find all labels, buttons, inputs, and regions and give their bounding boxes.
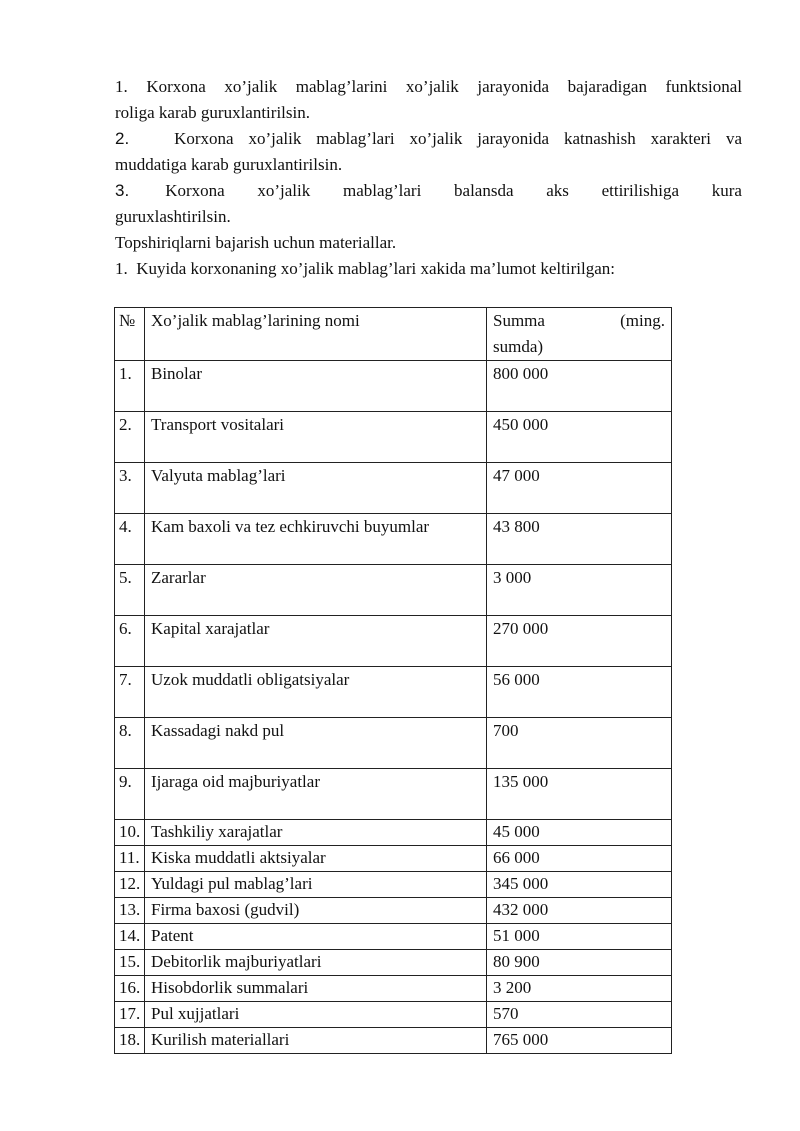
cell-name: Firma baxosi (gudvil) — [145, 898, 487, 924]
cell-name: Ijaraga oid majburiyatlar — [145, 769, 487, 820]
cell-sum: 45 000 — [487, 820, 672, 846]
cell-name: Kiska muddatli aktsiyalar — [145, 846, 487, 872]
cell-name: Kapital xarajatlar — [145, 616, 487, 667]
task-2-line2: muddatiga karab guruxlantirilsin. — [115, 155, 343, 174]
task-list — [115, 74, 742, 282]
header-name: Xo’jalik mablag’larining nomi — [145, 308, 487, 361]
task-2-line1 — [115, 126, 742, 152]
cell-no: 3. — [115, 463, 145, 514]
cell-no: 18. — [115, 1028, 145, 1054]
table-row — [115, 769, 672, 820]
table-row — [115, 463, 672, 514]
cell-sum: 47 000 — [487, 463, 672, 514]
task-1-line2: roliga karab guruxlantirilsin. — [115, 103, 310, 122]
task-3-number: 3. Korxona — [115, 181, 225, 200]
cell-name: Binolar — [145, 361, 487, 412]
cell-no: 10. — [115, 820, 145, 846]
cell-no: 8. — [115, 718, 145, 769]
table-row — [115, 846, 672, 872]
cell-sum: 3 200 — [487, 976, 672, 1002]
cell-sum: 570 — [487, 1002, 672, 1028]
task-3-word: xo’jalik — [257, 181, 311, 200]
intro-number: 1. — [115, 259, 128, 278]
cell-sum: 700 — [487, 718, 672, 769]
header-sum-part2: (ming. — [620, 311, 665, 330]
cell-name: Patent — [145, 924, 487, 950]
task-1-line1 — [115, 74, 742, 100]
cell-name: Kam baxoli va tez echkiruvchi buyumlar — [145, 514, 487, 565]
cell-no: 7. — [115, 667, 145, 718]
cell-sum: 432 000 — [487, 898, 672, 924]
task-3-word: aks — [546, 181, 569, 200]
task-3-word: kura — [711, 181, 742, 200]
table-row — [115, 1002, 672, 1028]
header-sum-part1: Summa — [493, 311, 545, 330]
table-row — [115, 361, 672, 412]
cell-name: Valyuta mablag’lari — [145, 463, 487, 514]
cell-no: 15. — [115, 950, 145, 976]
cell-sum: 56 000 — [487, 667, 672, 718]
task-3-word: ettirilishiga — [601, 181, 680, 200]
header-sum — [487, 308, 672, 361]
cell-name: Pul xujjatlari — [145, 1002, 487, 1028]
cell-no: 5. — [115, 565, 145, 616]
cell-no: 12. — [115, 872, 145, 898]
cell-name: Yuldagi pul mablag’lari — [145, 872, 487, 898]
table-row — [115, 820, 672, 846]
table-header-row — [115, 308, 672, 361]
cell-sum: 765 000 — [487, 1028, 672, 1054]
cell-name: Zararlar — [145, 565, 487, 616]
task-1-text: Korxona xo’jalik mablag’larini xo’jalik jarayonida bajaradigan funktsional — [146, 77, 742, 96]
task-2-text: Korxona xo’jalik mablag’lari xo’jalik jarayonida katnashish xarakteri va — [174, 129, 742, 148]
cell-no: 6. — [115, 616, 145, 667]
table-row — [115, 898, 672, 924]
cell-no: 11. — [115, 846, 145, 872]
table-row — [115, 616, 672, 667]
task-3-line2: guruxlashtirilsin. — [115, 207, 231, 226]
cell-no: 16. — [115, 976, 145, 1002]
cell-no: 2. — [115, 412, 145, 463]
intro-text: Kuyida korxonaning xo’jalik mablag’lari xakida ma’lumot keltirilgan: — [136, 259, 615, 278]
cell-no: 14. — [115, 924, 145, 950]
table-row — [115, 950, 672, 976]
cell-sum: 66 000 — [487, 846, 672, 872]
cell-name: Debitorlik majburiyatlari — [145, 950, 487, 976]
cell-sum: 80 900 — [487, 950, 672, 976]
cell-sum: 43 800 — [487, 514, 672, 565]
cell-sum: 345 000 — [487, 872, 672, 898]
cell-name: Kassadagi nakd pul — [145, 718, 487, 769]
table-row — [115, 565, 672, 616]
header-no: № — [115, 308, 145, 361]
cell-no: 9. — [115, 769, 145, 820]
cell-no: 17. — [115, 1002, 145, 1028]
cell-sum: 51 000 — [487, 924, 672, 950]
cell-name: Tashkiliy xarajatlar — [145, 820, 487, 846]
task-1-number: 1. — [115, 77, 128, 96]
materials-heading: Topshiriqlarni bajarish uchun materiallar. — [115, 233, 397, 252]
cell-no: 13. — [115, 898, 145, 924]
task-3-line1 — [115, 178, 742, 204]
intro-line — [115, 256, 742, 282]
table-row — [115, 718, 672, 769]
table-row — [115, 924, 672, 950]
cell-name: Uzok muddatli obligatsiyalar — [145, 667, 487, 718]
task-3-word: mablag’lari — [342, 181, 422, 200]
cell-name: Transport vositalari — [145, 412, 487, 463]
table-row — [115, 667, 672, 718]
cell-sum: 270 000 — [487, 616, 672, 667]
table-row — [115, 514, 672, 565]
table-row — [115, 412, 672, 463]
table-row — [115, 976, 672, 1002]
task-2-number: 2. — [115, 129, 130, 148]
table-row — [115, 1028, 672, 1054]
cell-no: 4. — [115, 514, 145, 565]
table-row — [115, 872, 672, 898]
cell-sum: 3 000 — [487, 565, 672, 616]
cell-name: Hisobdorlik summalari — [145, 976, 487, 1002]
cell-name: Kurilish materiallari — [145, 1028, 487, 1054]
cell-sum: 135 000 — [487, 769, 672, 820]
cell-sum: 800 000 — [487, 361, 672, 412]
cell-sum: 450 000 — [487, 412, 672, 463]
task-3-word: balansda — [454, 181, 514, 200]
header-sum-part3: sumda) — [493, 337, 544, 356]
cell-no: 1. — [115, 361, 145, 412]
assets-table — [114, 307, 672, 1054]
